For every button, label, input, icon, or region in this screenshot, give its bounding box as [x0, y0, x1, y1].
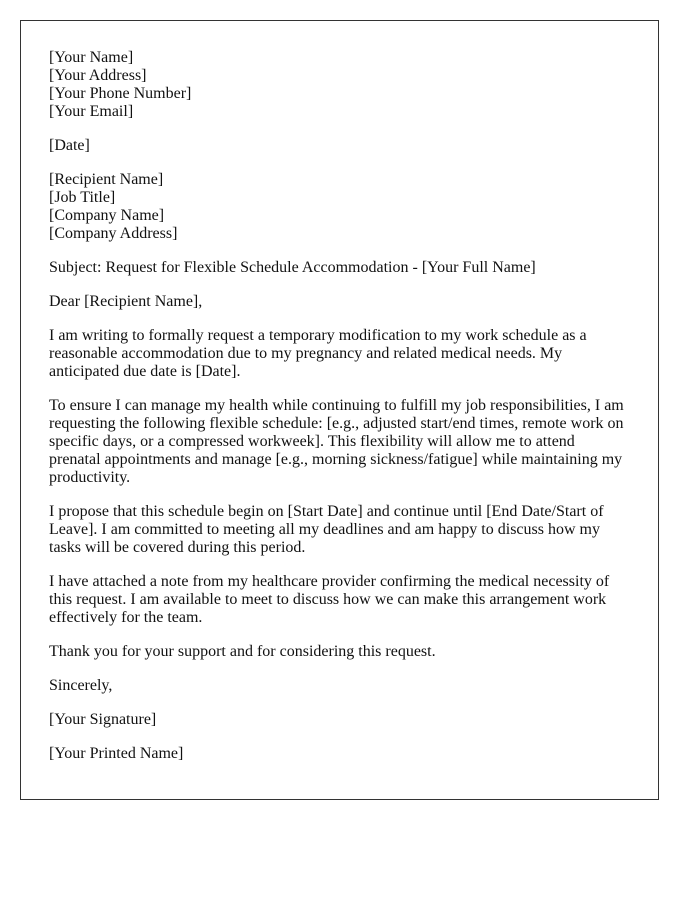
sender-phone: [Your Phone Number]: [49, 85, 192, 102]
recipient-company-address: [Company Address]: [49, 225, 178, 242]
signature: [Your Signature]: [49, 711, 157, 728]
letter-date: [Date]: [49, 137, 90, 154]
letter-document: [20, 20, 659, 800]
recipient-block: [49, 171, 628, 243]
sender-address: [Your Address]: [49, 67, 147, 84]
body-paragraph: Thank you for your support and for considering this request.: [49, 643, 436, 660]
sender-email: [Your Email]: [49, 103, 134, 120]
salutation: Dear [Recipient Name],: [49, 293, 203, 310]
sender-block: [49, 49, 628, 121]
recipient-company-name: [Company Name]: [49, 207, 165, 224]
printed-name: [Your Printed Name]: [49, 745, 184, 762]
sender-name: [Your Name]: [49, 49, 134, 66]
body-paragraph: I propose that this schedule begin on [Start Date] and continue until [End Date/Start of Leave]. I am committed to meeting all my deadlines and am happy to discuss how my tasks will be covered during this period.: [49, 503, 604, 556]
recipient-job-title: [Job Title]: [49, 189, 116, 206]
body-paragraph: I have attached a note from my healthcare provider confirming the medical necessity of this request. I am available to meet to discuss how we can make this arrangement work effectively for the team.: [49, 573, 610, 626]
closing: Sincerely,: [49, 677, 113, 694]
subject-line: Subject: Request for Flexible Schedule Accommodation - [Your Full Name]: [49, 259, 536, 276]
body-paragraph: To ensure I can manage my health while continuing to fulfill my job responsibilities, I am requesting the following flexible schedule: [e.g., adjusted start/end times, remote work on specific days, or a compressed workweek]. This flexibility will allow me to attend prenatal appointments and manage [e.g., morning sickness/fatigue] while maintaining my productivity.: [49, 397, 624, 486]
recipient-name: [Recipient Name]: [49, 171, 164, 188]
body-paragraph: I am writing to formally request a temporary modification to my work schedule as a reasonable accommodation due to my pregnancy and related medical needs. My anticipated due date is [Date].: [49, 327, 587, 380]
